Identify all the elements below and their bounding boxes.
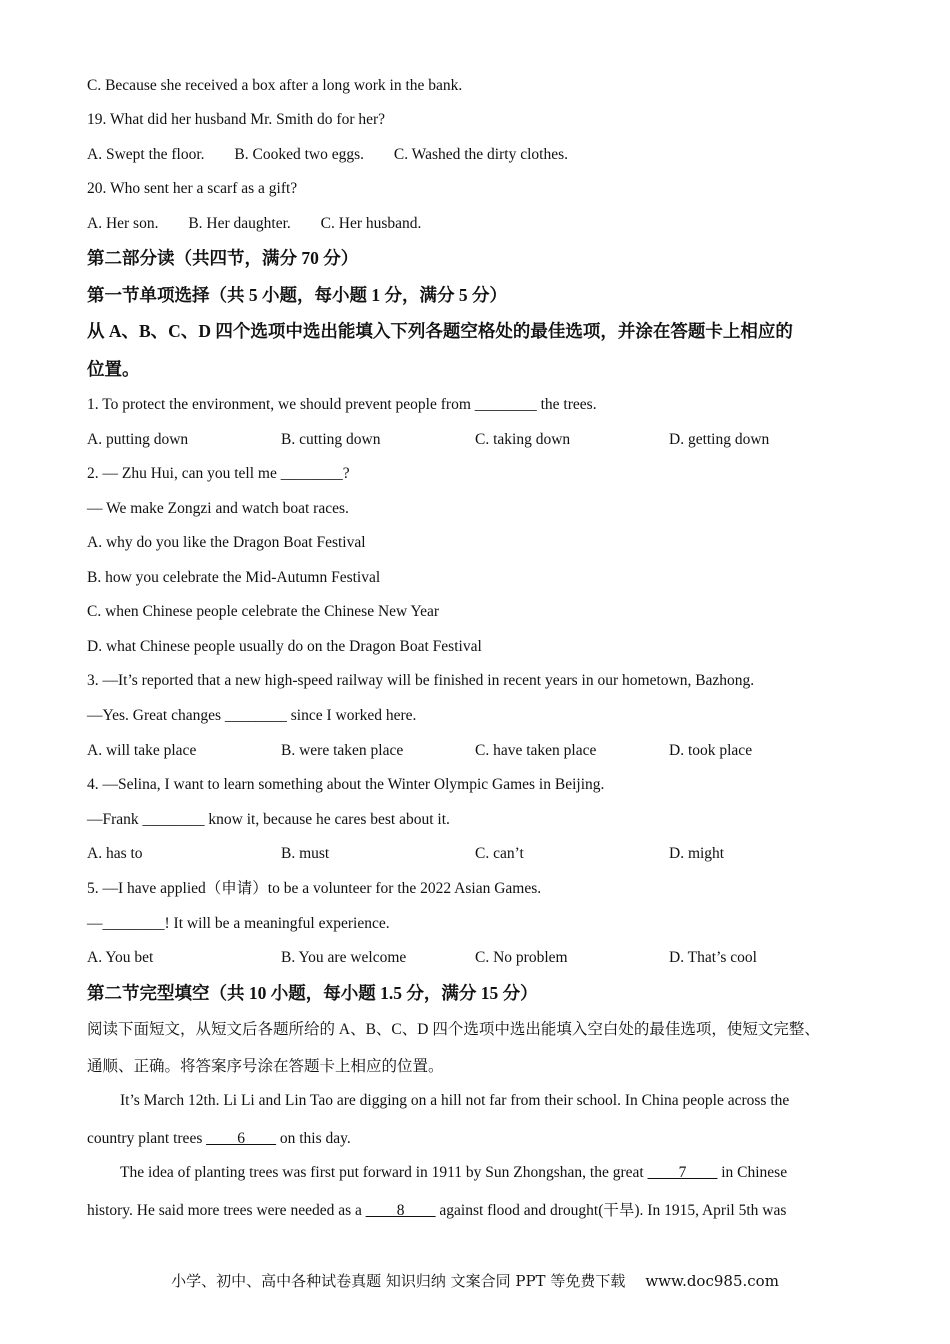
q18-option-c: C. Because she received a box after a long work in the bank. (87, 77, 463, 94)
section2-instruction-line2: 通顺、正确。将答案序号涂在答题卡上相应的位置。 (87, 1058, 444, 1075)
passage-paragraph2-line1 (120, 1163, 787, 1183)
q3-reply: —Yes. Great changes ________ since I worked here. (87, 707, 417, 724)
q20-options (87, 214, 447, 234)
blank-8: ____8____ (365, 1202, 436, 1219)
q19-option-b: B. Cooked two eggs. (234, 146, 364, 163)
q2-option-c: C. when Chinese people celebrate the Chinese New Year (87, 603, 440, 620)
footer-url[interactable]: www.doc985.com (645, 1272, 779, 1290)
passage-paragraph1-line2 (87, 1129, 351, 1149)
q20-option-c: C. Her husband. (320, 215, 422, 232)
q1-option-b: B. cutting down (281, 431, 381, 448)
q3-option-b: B. were taken place (281, 742, 404, 759)
blank-6: ____6____ (206, 1130, 276, 1147)
passage-text: history. He said more trees were needed as a (87, 1202, 366, 1219)
q3-option-a: A. will take place (87, 742, 197, 759)
q5-option-d: D. That’s cool (669, 949, 757, 966)
q19-option-c: C. Washed the dirty clothes. (393, 146, 568, 163)
q2-option-a: A. why do you like the Dragon Boat Festival (87, 534, 366, 551)
passage-text: country plant trees (87, 1130, 207, 1147)
question-2: 2. — Zhu Hui, can you tell me ________? (87, 465, 350, 482)
q19-options (87, 145, 594, 165)
question-1: 1. To protect the environment, we should prevent people from ________ the trees. (87, 396, 597, 413)
question-20: 20. Who sent her a scarf as a gift? (87, 180, 298, 197)
section2-heading: 第二节完型填空（共 10 小题，每小题 1.5 分，满分 15 分） (87, 983, 538, 1003)
section1-heading: 第一节单项选择（共 5 小题，每小题 1 分，满分 5 分） (87, 285, 507, 305)
passage-paragraph1-line1: It’s March 12th. Li Li and Lin Tao are digging on a hill not far from their school. In China people across the (120, 1092, 790, 1109)
q20-option-a: A. Her son. (87, 215, 159, 232)
q5-option-a: A. You bet (87, 949, 154, 966)
q4-option-d: D. might (669, 845, 725, 862)
q19-option-a: A. Swept the floor. (87, 146, 205, 163)
q2-reply: — We make Zongzi and watch boat races. (87, 500, 349, 517)
passage-text: in Chinese (717, 1164, 788, 1181)
passage-text: on this day. (275, 1130, 351, 1147)
passage-text: against flood and drought(干旱). In 1915, April 5th was (435, 1202, 787, 1219)
blank-7: ____7____ (647, 1164, 718, 1181)
passage-paragraph2-line2 (87, 1201, 786, 1221)
q20-option-b: B. Her daughter. (188, 215, 291, 232)
section1-instruction-line1: 从 A、B、C、D 四个选项中选出能填入下列各题空格处的最佳选项，并涂在答题卡上相应的 (87, 321, 793, 341)
q2-option-d: D. what Chinese people usually do on the Dragon Boat Festival (87, 638, 482, 655)
part2-heading: 第二部分读（共四节，满分 70 分） (87, 248, 359, 268)
q3-option-d: D. took place (669, 742, 753, 759)
question-5: 5. —I have applied（申请）to be a volunteer for the 2022 Asian Games. (87, 880, 542, 897)
q4-option-c: C. can’t (475, 845, 524, 862)
footer-text: 小学、初中、高中各种试卷真题 知识归纳 文案合同 PPT 等免费下载 (171, 1272, 626, 1290)
q4-option-a: A. has to (87, 845, 143, 862)
q5-option-b: B. You are welcome (281, 949, 407, 966)
question-19: 19. What did her husband Mr. Smith do for her? (87, 111, 386, 128)
q5-option-c: C. No problem (475, 949, 568, 966)
q4-option-b: B. must (281, 845, 330, 862)
q4-reply: —Frank ________ know it, because he cares best about it. (87, 811, 450, 828)
section2-instruction-line1: 阅读下面短文，从短文后各题所给的 A、B、C、D 四个选项中选出能填入空白处的最佳选项，使短文完整、 (87, 1021, 820, 1038)
page-footer (0, 1270, 950, 1291)
q1-option-d: D. getting down (669, 431, 770, 448)
q2-option-b: B. how you celebrate the Mid-Autumn Festival (87, 569, 381, 586)
question-4: 4. —Selina, I want to learn something about the Winter Olympic Games in Beijing. (87, 776, 605, 793)
section1-instruction-line2: 位置。 (87, 359, 140, 379)
q3-option-c: C. have taken place (475, 742, 597, 759)
question-3: 3. —It’s reported that a new high-speed railway will be finished in recent years in our hometown, Bazhong. (87, 672, 755, 689)
q1-option-c: C. taking down (475, 431, 571, 448)
passage-text: The idea of planting trees was first put forward in 1911 by Sun Zhongshan, the great (120, 1164, 648, 1181)
q1-option-a: A. putting down (87, 431, 189, 448)
q5-reply: —________! It will be a meaningful experience. (87, 915, 390, 932)
